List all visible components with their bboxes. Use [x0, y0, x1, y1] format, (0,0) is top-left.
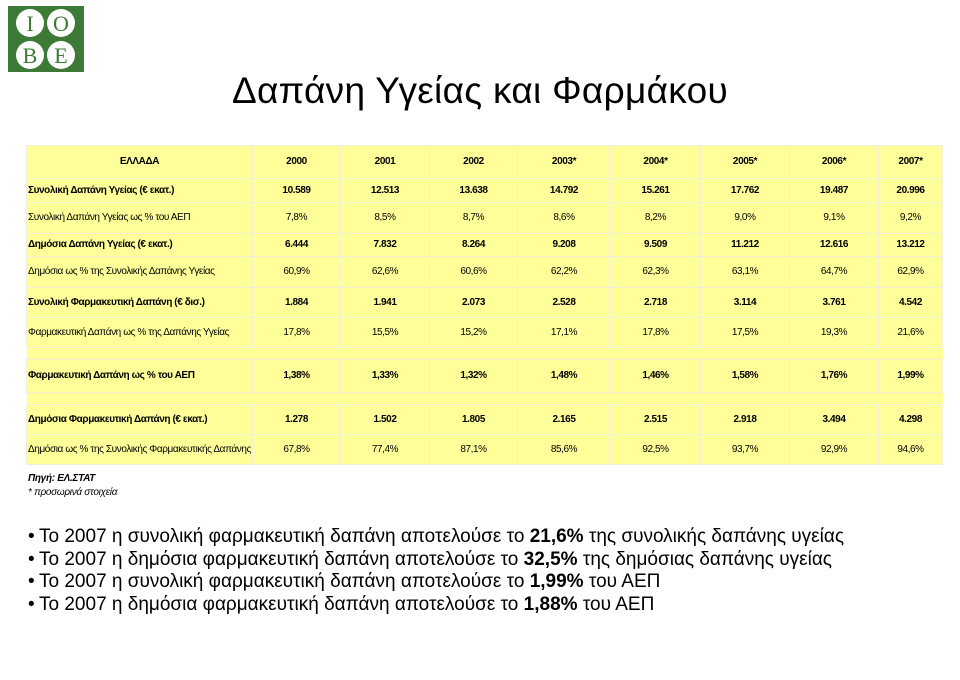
bullet-value: 32,5% [523, 548, 578, 570]
year-header-cell: 2001 [341, 146, 430, 179]
value-cell: 9,0% [701, 203, 790, 234]
table-spacer-row [27, 348, 943, 360]
table-row [27, 179, 943, 203]
value-cell: 1,46% [611, 360, 701, 393]
value-cell: 8,2% [611, 203, 701, 234]
bullet-mark: • [28, 571, 35, 592]
bullet-text: Το 2007 η δημόσια φαρμακευτική δαπάνη αποτελούσε το [39, 593, 524, 615]
bullet-text-end: του ΑΕΠ [583, 571, 661, 592]
value-cell: 7,8% [253, 203, 341, 234]
value-cell: 14.792 [518, 179, 611, 203]
source-note: Πηγή: ΕΛ.ΣΤΑΤ [28, 473, 95, 484]
value-cell: 92,9% [790, 435, 879, 465]
value-cell: 15.261 [611, 179, 701, 203]
year-header-cell: 2003* [518, 146, 611, 179]
year-header-cell: 2000 [253, 146, 341, 179]
bullet-item [28, 571, 938, 594]
value-cell: 17,5% [701, 318, 790, 348]
value-cell: 1,33% [341, 360, 430, 393]
value-cell: 1.278 [253, 405, 341, 435]
row-label-cell: Συνολική Δαπάνη Υγείας ως % του ΑΕΠ [27, 203, 253, 234]
bullet-item [28, 594, 938, 617]
bullet-value: 1,88% [523, 593, 578, 615]
value-cell: 19,3% [790, 318, 879, 348]
value-cell: 6.444 [253, 234, 341, 257]
health-expenditure-table [26, 145, 943, 465]
table-row [27, 234, 943, 257]
value-cell: 1.941 [341, 288, 430, 318]
value-cell: 8,6% [518, 203, 611, 234]
value-cell: 1,38% [253, 360, 341, 393]
row-label-cell: Συνολική Φαρμακευτική Δαπάνη (€ δισ.) [27, 288, 253, 318]
row-label-cell: Φαρμακευτική Δαπάνη ως % της Δαπάνης Υγείας [27, 318, 253, 348]
value-cell: 8.264 [430, 234, 518, 257]
value-cell: 1.805 [430, 405, 518, 435]
iobe-logo [8, 6, 84, 72]
value-cell: 1.884 [253, 288, 341, 318]
value-cell: 1,32% [430, 360, 518, 393]
value-cell: 85,6% [518, 435, 611, 465]
table-row [27, 288, 943, 318]
value-cell: 21,6% [879, 318, 943, 348]
row-label-cell: Δημόσια Δαπάνη Υγείας (€ εκατ.) [27, 234, 253, 257]
header-country-cell: ΕΛΛΑΔΑ [27, 146, 253, 179]
value-cell: 1,99% [879, 360, 943, 393]
row-label-cell: Δημόσια ως % της Συνολικής Φαρμακευτικής Δαπάνης [27, 435, 253, 465]
value-cell: 7.832 [341, 234, 430, 257]
value-cell: 3.114 [701, 288, 790, 318]
value-cell: 13.638 [430, 179, 518, 203]
value-cell: 2.918 [701, 405, 790, 435]
bullet-mark: • [28, 548, 35, 570]
table-body [27, 146, 943, 465]
value-cell: 8,7% [430, 203, 518, 234]
value-cell: 1.502 [341, 405, 430, 435]
value-cell: 2.073 [430, 288, 518, 318]
value-cell: 1,58% [701, 360, 790, 393]
value-cell: 17.762 [701, 179, 790, 203]
provisional-note: * προσωρινά στοιχεία [28, 487, 118, 498]
value-cell: 87,1% [430, 435, 518, 465]
value-cell: 8,5% [341, 203, 430, 234]
row-label-cell: Συνολική Δαπάνη Υγείας (€ εκατ.) [27, 179, 253, 203]
row-label-cell: Φαρμακευτική Δαπάνη ως % του ΑΕΠ [27, 360, 253, 393]
value-cell: 77,4% [341, 435, 430, 465]
bullet-text-end: του ΑΕΠ [577, 593, 655, 615]
bullet-item [28, 526, 938, 549]
bullet-list [28, 526, 938, 616]
table-spacer-cell [27, 348, 943, 360]
value-cell: 4.298 [879, 405, 943, 435]
table-spacer-cell [27, 393, 943, 405]
table-row [27, 435, 943, 465]
bullet-mark: • [28, 593, 35, 615]
value-cell: 64,7% [790, 257, 879, 288]
value-cell: 63,1% [701, 257, 790, 288]
row-label-cell: Δημόσια Φαρμακευτική Δαπάνη (€ εκατ.) [27, 405, 253, 435]
value-cell: 20.996 [879, 179, 943, 203]
value-cell: 17,8% [611, 318, 701, 348]
bullet-mark: • [28, 526, 35, 547]
value-cell: 15,2% [430, 318, 518, 348]
year-header-cell: 2007* [879, 146, 943, 179]
bullet-text: Το 2007 η δημόσια φαρμακευτική δαπάνη αποτελούσε το [39, 548, 524, 570]
value-cell: 3.494 [790, 405, 879, 435]
bullet-text-end: της συνολικής δαπάνης υγείας [583, 526, 845, 547]
value-cell: 62,6% [341, 257, 430, 288]
value-cell: 4.542 [879, 288, 943, 318]
year-header-cell: 2002 [430, 146, 518, 179]
table-row [27, 318, 943, 348]
value-cell: 62,3% [611, 257, 701, 288]
page-title: Δαπάνη Υγείας και Φαρμάκου [231, 70, 729, 111]
bullet-text-end: της δημόσιας δαπάνης υγείας [577, 548, 832, 570]
value-cell: 17,1% [518, 318, 611, 348]
value-cell: 3.761 [790, 288, 879, 318]
table-row [27, 405, 943, 435]
bullet-value: 21,6% [529, 526, 584, 547]
bullet-text: Το 2007 η συνολική φαρμακευτική δαπάνη αποτελούσε το [39, 571, 530, 592]
value-cell: 1,48% [518, 360, 611, 393]
value-cell: 10.589 [253, 179, 341, 203]
value-cell: 17,8% [253, 318, 341, 348]
value-cell: 9,2% [879, 203, 943, 234]
value-cell: 2.718 [611, 288, 701, 318]
logo-letter-1: I [26, 11, 34, 36]
value-cell: 67,8% [253, 435, 341, 465]
bullet-item [28, 549, 938, 572]
value-cell: 1,76% [790, 360, 879, 393]
logo-letter-4: E [54, 43, 68, 68]
value-cell: 92,5% [611, 435, 701, 465]
table-row [27, 257, 943, 288]
row-label-cell: Δημόσια ως % της Συνολικής Δαπάνης Υγείας [27, 257, 253, 288]
value-cell: 9.208 [518, 234, 611, 257]
logo-letter-2: O [53, 11, 69, 36]
table-header-row [27, 146, 943, 179]
logo-letter-3: B [22, 43, 38, 68]
year-header-cell: 2005* [701, 146, 790, 179]
value-cell: 19.487 [790, 179, 879, 203]
value-cell: 2.165 [518, 405, 611, 435]
value-cell: 60,6% [430, 257, 518, 288]
value-cell: 62,9% [879, 257, 943, 288]
value-cell: 9,1% [790, 203, 879, 234]
value-cell: 13.212 [879, 234, 943, 257]
bullet-value: 1,99% [529, 571, 584, 592]
bullet-text: Το 2007 η συνολική φαρμακευτική δαπάνη αποτελούσε το [39, 526, 530, 547]
table-spacer-row [27, 393, 943, 405]
value-cell: 15,5% [341, 318, 430, 348]
value-cell: 12.513 [341, 179, 430, 203]
value-cell: 9.509 [611, 234, 701, 257]
value-cell: 60,9% [253, 257, 341, 288]
value-cell: 11.212 [701, 234, 790, 257]
value-cell: 93,7% [701, 435, 790, 465]
value-cell: 62,2% [518, 257, 611, 288]
value-cell: 94,6% [879, 435, 943, 465]
value-cell: 2.528 [518, 288, 611, 318]
year-header-cell: 2004* [611, 146, 701, 179]
value-cell: 12.616 [790, 234, 879, 257]
table-row [27, 203, 943, 234]
value-cell: 2.515 [611, 405, 701, 435]
year-header-cell: 2006* [790, 146, 879, 179]
table-row [27, 360, 943, 393]
